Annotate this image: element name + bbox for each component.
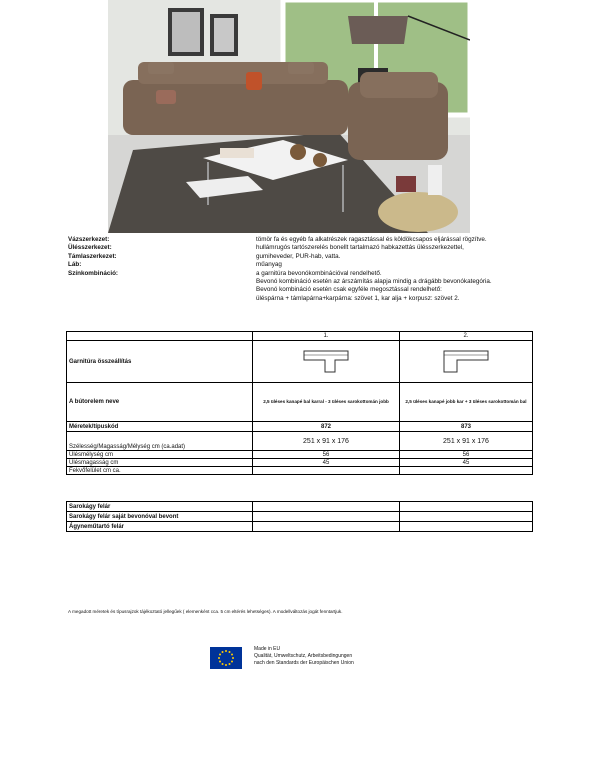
disclaimer-note: A megadott méretek és típusrajzok tájékoztató jellegűek ( elemenként cca. 5 cm eltérés lehetséges). A modellváltozás jogát fenntartjuk. <box>68 609 343 614</box>
eu-flag-icon <box>210 647 242 669</box>
column-number: 2. <box>400 332 533 341</box>
row-label: Ülésmagasság cm <box>67 459 253 467</box>
table-cell <box>253 522 400 532</box>
eu-line: Made in EU <box>254 646 281 652</box>
spec-value: Bevonó kombináció esetén az árszámítás alapja mindig a drágább bevonókategória. <box>256 278 492 286</box>
table-row-code <box>67 422 533 432</box>
type-code-1: 872 <box>253 422 400 432</box>
corner-sofa-right-diagram <box>441 348 491 374</box>
row-label: Garnitúra összeállítás <box>67 341 253 383</box>
seat-depth-1: 56 <box>253 451 400 459</box>
table-cell <box>400 512 533 522</box>
table-row <box>67 502 533 512</box>
spec-value: üléspárna + támlapárna+karpárna: szövet 1, kar alja + korpusz: szövet 2. <box>256 294 460 302</box>
table-row-name <box>67 383 533 422</box>
surcharge-label: Sarokágy felár saját bevonóval bevont <box>67 512 253 522</box>
spec-label: Színkombináció: <box>68 269 119 277</box>
seat-depth-2: 56 <box>400 451 533 459</box>
eu-quality-text <box>254 646 354 667</box>
eu-line: Qualität, Umweltschutz, Arbeitsbedingungen <box>254 653 353 659</box>
table-row-seat-height <box>67 459 533 467</box>
table-row-bed <box>67 467 533 475</box>
surcharge-label: Sarokágy felár <box>67 502 253 512</box>
seat-height-1: 45 <box>253 459 400 467</box>
spec-value: Bevonó kombináció esetén csak egyféle megosztással rendelhető: <box>256 286 442 294</box>
spec-value: a garnitúra bevonókombinációval rendelhető. <box>256 269 382 277</box>
spec-label: Támlaszerkezet: <box>68 252 117 260</box>
spec-label: Ülésszerkezet: <box>68 244 112 252</box>
column-number: 1. <box>253 332 400 341</box>
table-row-seat-depth <box>67 451 533 459</box>
seat-height-2: 45 <box>400 459 533 467</box>
spec-value: hullámrugós tartószerelés bonellt tartalmazó habkazettás ülésszerkezettel, <box>256 244 464 252</box>
dimensions-1: 251 x 91 x 176 <box>253 432 400 451</box>
eu-line: nach den Standards der Europäischen Union <box>254 660 354 666</box>
table-cell <box>400 467 533 475</box>
type-code-2: 873 <box>400 422 533 432</box>
spec-row-seat <box>68 244 548 252</box>
element-name-1: 2,5 üléses kanapé bal karral - 3 üléses sarokottomán jobb <box>253 383 400 422</box>
spec-value: tömör fa és egyéb fa alkatrészek ragasztással és köldökcsapos eljárással rögzítve. <box>256 236 487 243</box>
living-room-illustration <box>108 0 470 233</box>
element-name-2: 2,5 üléses kanapé jobb kar + 3 üléses sarokottomán bal <box>400 383 533 422</box>
table-row <box>67 512 533 522</box>
surcharge-table <box>66 501 533 532</box>
table-header-row <box>67 332 533 341</box>
spec-row-leg <box>68 261 548 269</box>
layout-drawing-cell <box>253 341 400 383</box>
row-label: Szélesség/Magasság/Mélység cm (ca.adat) <box>67 432 253 451</box>
table-cell <box>400 502 533 512</box>
table-row-composition <box>67 341 533 383</box>
layout-drawing-cell <box>400 341 533 383</box>
row-label: Méretek/típuskód <box>67 422 253 432</box>
table-cell <box>253 502 400 512</box>
surcharge-label: Ágyneműtartó felár <box>67 522 253 532</box>
spec-value: gumiheveder, PUR-hab, vatta. <box>256 252 341 260</box>
table-row-dimensions <box>67 432 533 451</box>
spec-label: Vázszerkezet: <box>68 236 110 243</box>
dimensions-2: 251 x 91 x 176 <box>400 432 533 451</box>
spec-row-back <box>68 253 548 261</box>
row-label: Fekvőfelület cm ca. <box>67 467 253 475</box>
table-cell <box>400 522 533 532</box>
dimensions-table <box>66 331 533 475</box>
table-cell <box>253 512 400 522</box>
spec-row-color <box>68 270 548 304</box>
spec-value: műanyag <box>256 261 282 269</box>
corner-sofa-left-diagram <box>301 348 351 374</box>
spec-list <box>68 236 548 303</box>
product-photo <box>108 0 470 233</box>
table-row <box>67 522 533 532</box>
row-label: A bútorelem neve <box>67 383 253 422</box>
row-label: Ülésmélység cm <box>67 451 253 459</box>
table-cell <box>67 332 253 341</box>
spec-row-frame <box>68 236 548 244</box>
spec-label: Láb: <box>68 261 82 269</box>
table-cell <box>253 467 400 475</box>
